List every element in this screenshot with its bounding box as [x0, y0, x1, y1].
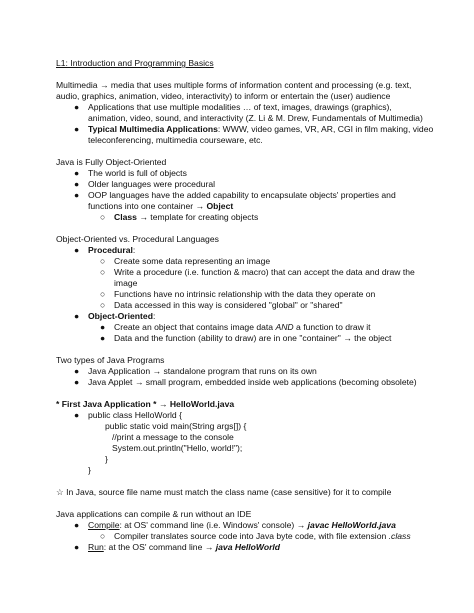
compile-bullet: ● Compile: at OS' command line (i.e. Windows' console) → javac HelloWorld.java: [74, 520, 396, 530]
first-app-heading: * First Java Application * → HelloWorld.java: [56, 399, 235, 409]
page-title: L1: Introduction and Programming Basics: [56, 58, 214, 68]
multimedia-bullet-1-cont: animation, video, sound, and interactivity (Z. Li & M. Drew, Fundamentals of Multimedia): [88, 113, 423, 123]
multimedia-bullet-2-cont: teleconferencing, multimedia courseware, etc.: [88, 135, 263, 145]
bullet-icon: ●: [100, 322, 106, 332]
sub-bullet-icon: ○: [100, 256, 106, 266]
code-line-6: }: [88, 465, 91, 475]
procedural-sub-1: ○ Create some data representing an image: [100, 256, 271, 266]
multimedia-definition-line1: Multimedia → media that uses multiple forms of information content and processing (e.g. text,: [56, 80, 412, 90]
multimedia-bullet-1: ● Applications that use multiple modalities … of text, images, drawings (graphics),: [74, 102, 392, 112]
java-oo-bullet-3: ● OOP languages have the added capability to encapsulate objects' properties and: [74, 190, 396, 200]
procedural-bullet: ● Procedural:: [74, 245, 136, 255]
bullet-icon: ●: [74, 377, 80, 387]
code-line-1: ● public class HelloWorld {: [74, 410, 182, 420]
oo-vs-procedural-heading: Object-Oriented vs. Procedural Languages: [56, 234, 219, 244]
object-oriented-sub-1: ● Create an object that contains image data AND a function to draw it: [100, 322, 371, 332]
bullet-icon: ●: [74, 179, 80, 189]
sub-bullet-icon: ○: [100, 267, 106, 277]
sub-bullet-icon: ○: [100, 531, 106, 541]
two-types-bullet-1: ● Java Application → standalone program that runs on its own: [74, 366, 317, 376]
bullet-icon: ●: [74, 366, 80, 376]
java-oo-heading: Java is Fully Object-Oriented: [56, 157, 167, 167]
two-types-heading: Two types of Java Programs: [56, 355, 165, 365]
compile-sub-bullet: ○ Compiler translates source code into Java byte code, with file extension .class: [100, 531, 411, 541]
code-line-4: System.out.println("Hello, world!");: [112, 443, 243, 453]
bullet-icon: ●: [74, 190, 80, 200]
multimedia-definition-line2: audio, graphics, animation, video, interactivity) to inform or entertain the (user) audience: [56, 91, 391, 101]
code-line-5: }: [105, 454, 108, 464]
multimedia-bullet-2: ● Typical Multimedia Applications: WWW, video games, VR, AR, CGI in film making, video: [74, 124, 434, 134]
bullet-icon: ●: [74, 124, 80, 134]
procedural-sub-2-cont: image: [114, 278, 138, 288]
java-oo-sub-bullet: ○ Class → template for creating objects: [100, 212, 259, 222]
bullet-icon: ●: [74, 542, 80, 552]
run-bullet: ● Run: at the OS' command line → java HelloWorld: [74, 542, 281, 552]
bullet-icon: ●: [74, 102, 80, 112]
procedural-sub-2: ○ Write a procedure (i.e. function & macro) that can accept the data and draw the: [100, 267, 415, 277]
code-line-3: //print a message to the console: [112, 432, 234, 442]
procedural-sub-4: ○ Data accessed in this way is considered "global" or "shared": [100, 300, 343, 310]
sub-bullet-icon: ○: [100, 289, 106, 299]
sub-bullet-icon: ○: [100, 300, 106, 310]
two-types-bullet-2: ● Java Applet → small program, embedded inside web applications (becoming obsolete): [74, 377, 417, 387]
multimedia-term: Multimedia: [56, 80, 98, 90]
bullet-icon: ●: [74, 410, 80, 420]
object-oriented-sub-2: ● Data and the function (ability to draw) are in one "container" → the object: [100, 333, 392, 343]
bullet-icon: ●: [74, 245, 80, 255]
java-oo-bullet-2: ● Older languages were procedural: [74, 179, 216, 189]
java-oo-bullet-1: ● The world is full of objects: [74, 168, 187, 178]
sub-bullet-icon: ○: [100, 212, 106, 222]
compile-run-heading: Java applications can compile & run without an IDE: [56, 509, 252, 519]
bullet-icon: ●: [100, 333, 106, 343]
bullet-icon: ●: [74, 520, 80, 530]
filename-note: ☆ In Java, source file name must match the class name (case sensitive) for it to compile: [56, 487, 392, 497]
bullet-icon: ●: [74, 168, 80, 178]
java-oo-bullet-3-cont: functions into one container → Object: [88, 201, 234, 211]
procedural-sub-3: ○ Functions have no intrinsic relationship with the data they operate on: [100, 289, 376, 299]
code-line-2: public static void main(String args[]) {: [105, 421, 247, 431]
bullet-icon: ●: [74, 311, 80, 321]
object-oriented-bullet: ● Object-Oriented:: [74, 311, 156, 321]
